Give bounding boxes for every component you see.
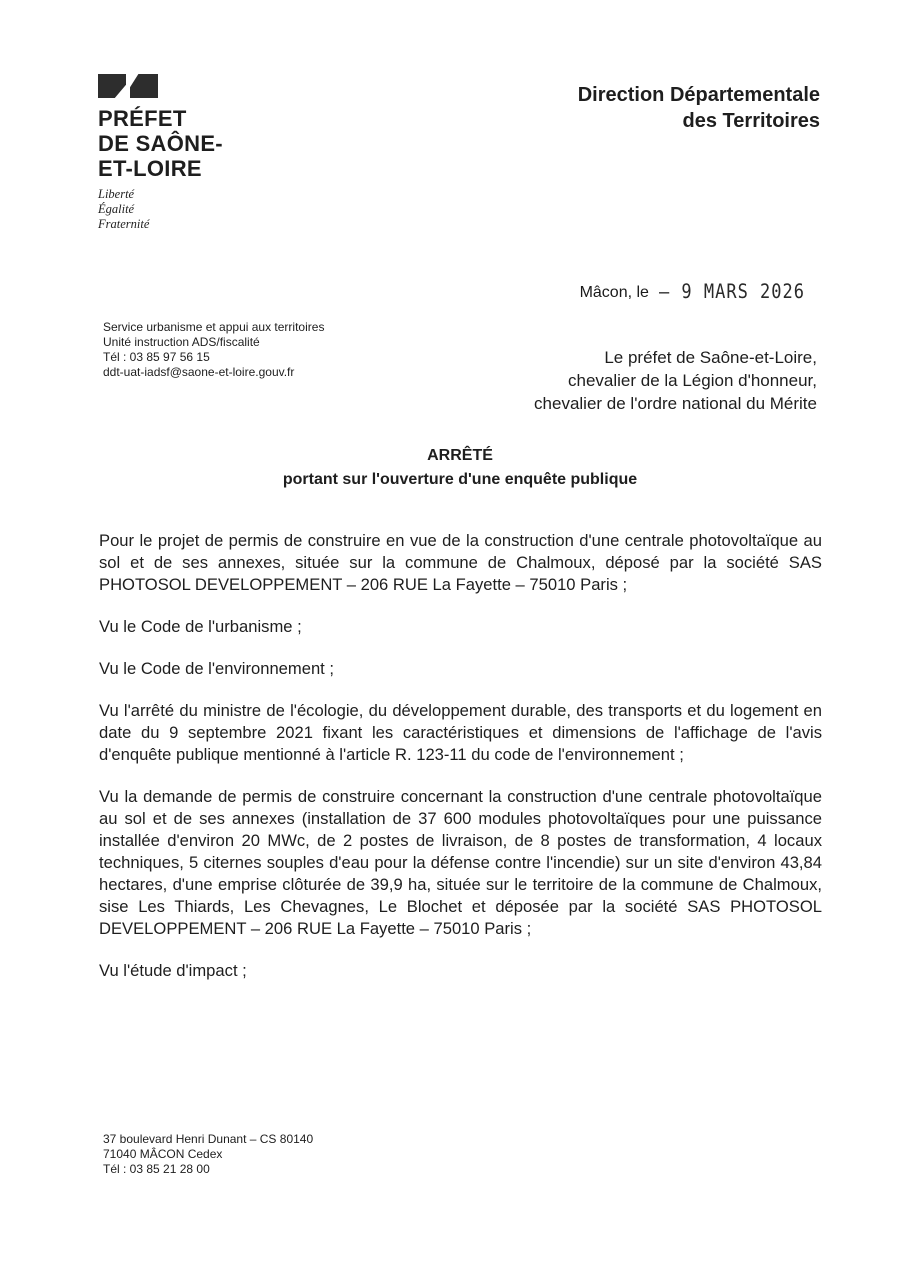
marianne-left-shape [98,74,126,98]
footer-address [103,1132,313,1177]
service-contact [103,320,324,380]
arrete-title: ARRÊTÉ [427,447,493,464]
marianne-right-shape [130,74,158,98]
document-body [99,530,822,1002]
footer-phone: Tél : 03 85 21 28 00 [103,1162,210,1176]
body-paragraph: Vu l'arrêté du ministre de l'écologie, du développement durable, des transports et du logement en date du 9 septembre 2021 fixant les caractéristiques et dimensions de l'affichage de l'avis d'enquête publique mentionné à l'article R. 123-11 du code de l'environnement ; [99,701,822,764]
body-paragraph: Vu le Code de l'environnement ; [99,659,335,678]
body-paragraph: Vu la demande de permis de construire concernant la construction d'une centrale photovoltaïque au sol et de ses annexes (installation de 37 600 modules photovoltaïques pour une puissance installée d'environ 20 MWc, de 2 postes de livraison, de 8 postes de transformation, 4 locaux techniques, 5 citernes souples d'eau pour la défense contre l'incendie) sur un site d'environ 43,84 hectares, d'une emprise clôturée de 39,9 ha, située sur le territoire de la commune de Chalmoux, sise Les Thiards, Les Chevagnes, Le Blochet et déposée par la société SAS PHOTOSOL DEVELOPPEMENT – 206 RUE La Fayette – 75010 Paris ; [99,787,822,938]
prefecture-title-line: ET-LOIRE [98,156,202,181]
date-line [580,282,805,302]
body-paragraph: Vu le Code de l'urbanisme ; [99,617,302,636]
prefecture-title-line: DE SAÔNE- [98,131,223,156]
motto-line: Égalité [98,202,135,216]
body-paragraph: Vu l'étude d'impact ; [99,961,247,980]
prefet-title-line: chevalier de l'ordre national du Mérite [534,394,817,413]
prefet-title-line: chevalier de la Légion d'honneur, [568,371,817,390]
prefecture-logo [98,70,223,232]
arrete-heading [0,444,900,492]
motto-line: Fraternité [98,217,150,231]
prefet-titles [534,346,817,415]
footer-line: 37 boulevard Henri Dunant – CS 80140 [103,1132,314,1146]
prefecture-title-line: PRÉFET [98,106,187,131]
footer-line: 71040 MÂCON Cedex [103,1147,223,1161]
service-email: ddt-uat-iadsf@saone-et-loire.gouv.fr [103,365,295,379]
motto-line: Liberté [98,187,135,201]
republic-motto [98,187,223,232]
service-line: Service urbanisme et appui aux territoires [103,320,325,334]
issuing-direction [578,82,820,134]
prefet-title-line: Le préfet de Saône-et-Loire, [604,348,817,367]
date-prefix: Mâcon, le [579,284,649,301]
direction-line: des Territoires [682,110,820,132]
arrete-subtitle: portant sur l'ouverture d'une enquête publique [282,471,638,488]
body-paragraph: Pour le projet de permis de construire en vue de la construction d'une centrale photovoltaïque au sol et de ses annexes, située sur la commune de Chalmoux, déposé par la société SAS PHOTOSOL DEVELOPPEMENT – 206 RUE La Fayette – 75010 Paris ; [99,531,822,594]
date-stamp: – 9 MARS 2026 [658,280,805,304]
direction-line: Direction Départementale [577,84,820,106]
marianne-emblem-icon [98,70,223,98]
service-phone: Tél : 03 85 97 56 15 [103,350,210,364]
service-line: Unité instruction ADS/fiscalité [103,335,260,349]
prefecture-title [98,106,223,181]
